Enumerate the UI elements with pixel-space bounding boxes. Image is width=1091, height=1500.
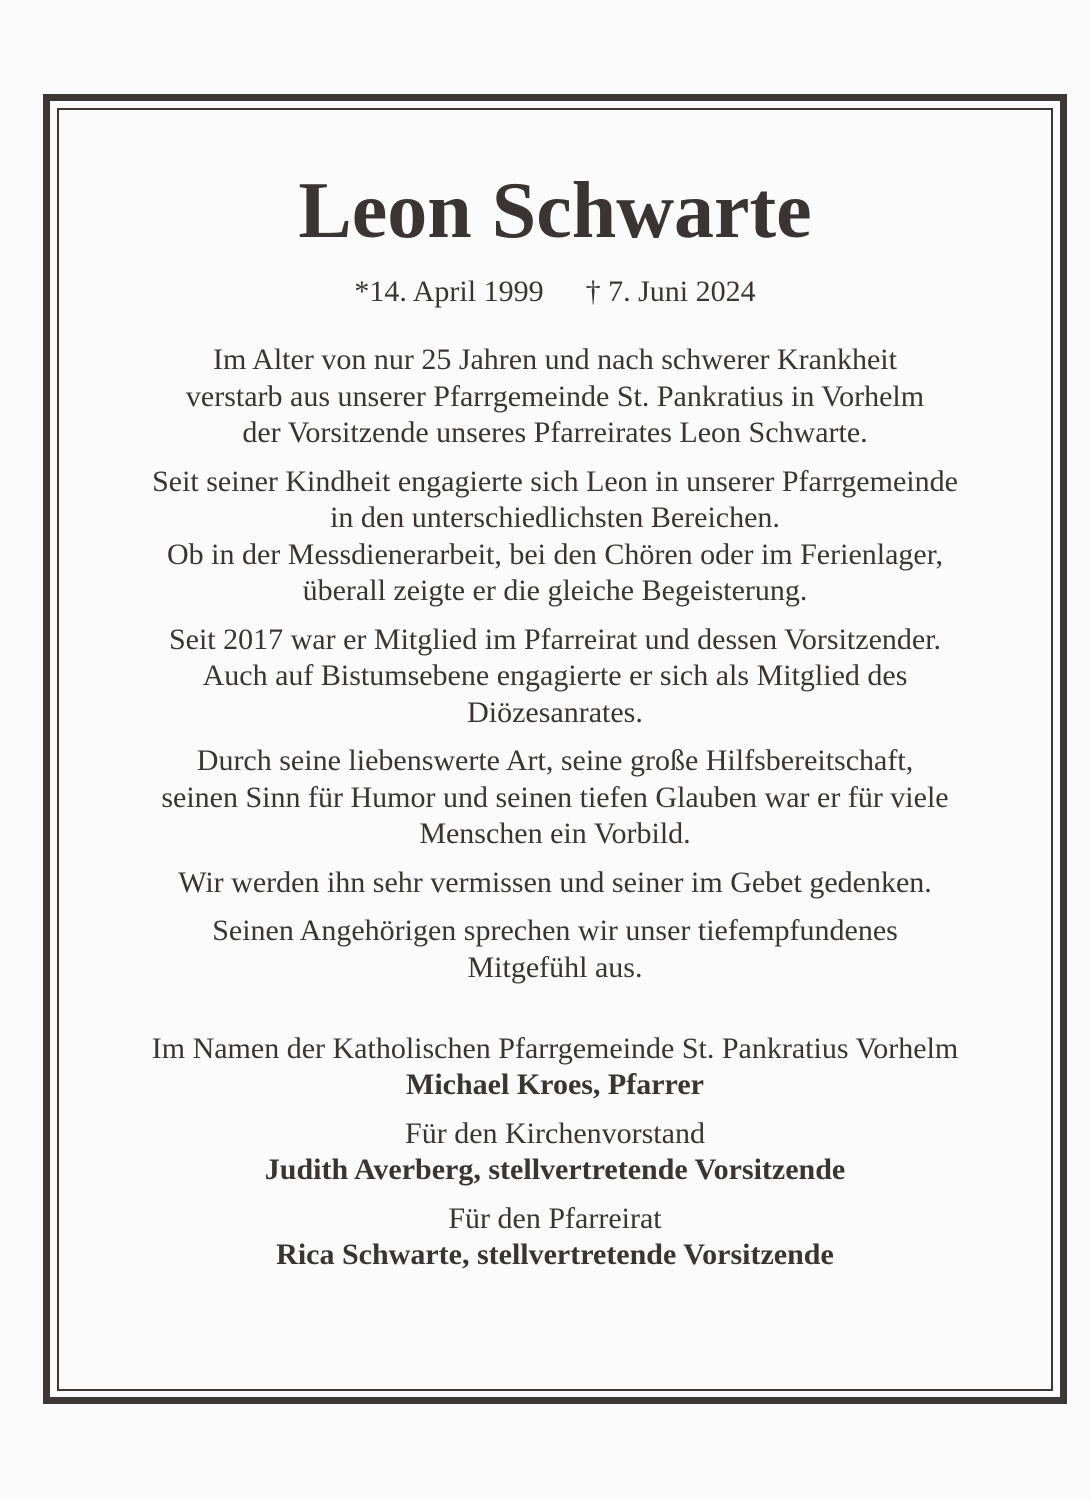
- paragraph-1: [57, 342, 1053, 452]
- paragraph-4: [57, 743, 1053, 853]
- paragraph-2: [57, 464, 1053, 610]
- text-line: Mitgefühl aus.: [467, 950, 643, 984]
- death-date: † 7. Juni 2024: [585, 275, 756, 308]
- signature-role: Im Namen der Katholischen Pfarrgemeinde St. Pankratius Vorhelm: [151, 1032, 959, 1065]
- text-line: Im Alter von nur 25 Jahren und nach schwerer Krankheit: [213, 343, 897, 376]
- signature-role: Für den Pfarreirat: [448, 1202, 662, 1235]
- paragraph-3: [57, 622, 1053, 732]
- text-line: Diözesanrates.: [467, 695, 643, 729]
- text-line: Seit 2017 war er Mitglied im Pfarreirat und dessen Vorsitzender.: [168, 622, 942, 656]
- signature-role: Für den Kirchenvorstand: [405, 1117, 705, 1150]
- signature-name: Rica Schwarte, stellvertretende Vorsitzende: [276, 1238, 834, 1271]
- text-line: Menschen ein Vorbild.: [419, 817, 691, 850]
- signature-name: Judith Averberg, stellvertretende Vorsitzende: [264, 1153, 846, 1186]
- text-line: Ob in der Messdienerarbeit, bei den Chören oder im Ferienlager,: [166, 537, 944, 571]
- signature-block-parish-council: [57, 1201, 1053, 1273]
- text-line: Wir werden ihn sehr vermissen und seiner im Gebet gedenken.: [178, 865, 932, 899]
- paragraph-6: [57, 913, 1053, 986]
- text-line: verstarb aus unserer Pfarrgemeinde St. Pankratius in Vorhelm: [185, 379, 925, 413]
- text-line: überall zeigte er die gleiche Begeisterung.: [302, 574, 808, 607]
- obituary-content: [57, 108, 1053, 1273]
- text-line: der Vorsitzende unseres Pfarreirates Leon Schwarte.: [242, 416, 868, 449]
- text-line: seinen Sinn für Humor und seinen tiefen Glauben war er für viele: [161, 780, 949, 814]
- deceased-name: Leon Schwarte: [298, 167, 812, 255]
- signature-block-church-board: [57, 1116, 1053, 1188]
- text-line: Auch auf Bistumsebene engagierte er sich als Mitglied des: [202, 659, 908, 692]
- text-line: Durch seine liebenswerte Art, seine große Hilfsbereitschaft,: [196, 744, 914, 777]
- text-line: in den unterschiedlichsten Bereichen.: [330, 501, 780, 534]
- birth-date: *14. April 1999: [354, 275, 544, 308]
- text-line: Seit seiner Kindheit engagierte sich Leon in unserer Pfarrgemeinde: [152, 464, 958, 498]
- paragraph-5: [57, 865, 1053, 902]
- signatures-section: [57, 1031, 1053, 1273]
- life-dates: [57, 272, 1053, 312]
- signature-block-parish: [57, 1031, 1053, 1103]
- signature-name: Michael Kroes, Pfarrer: [406, 1068, 704, 1101]
- text-line: Seinen Angehörigen sprechen wir unser tiefempfundenes: [212, 914, 898, 947]
